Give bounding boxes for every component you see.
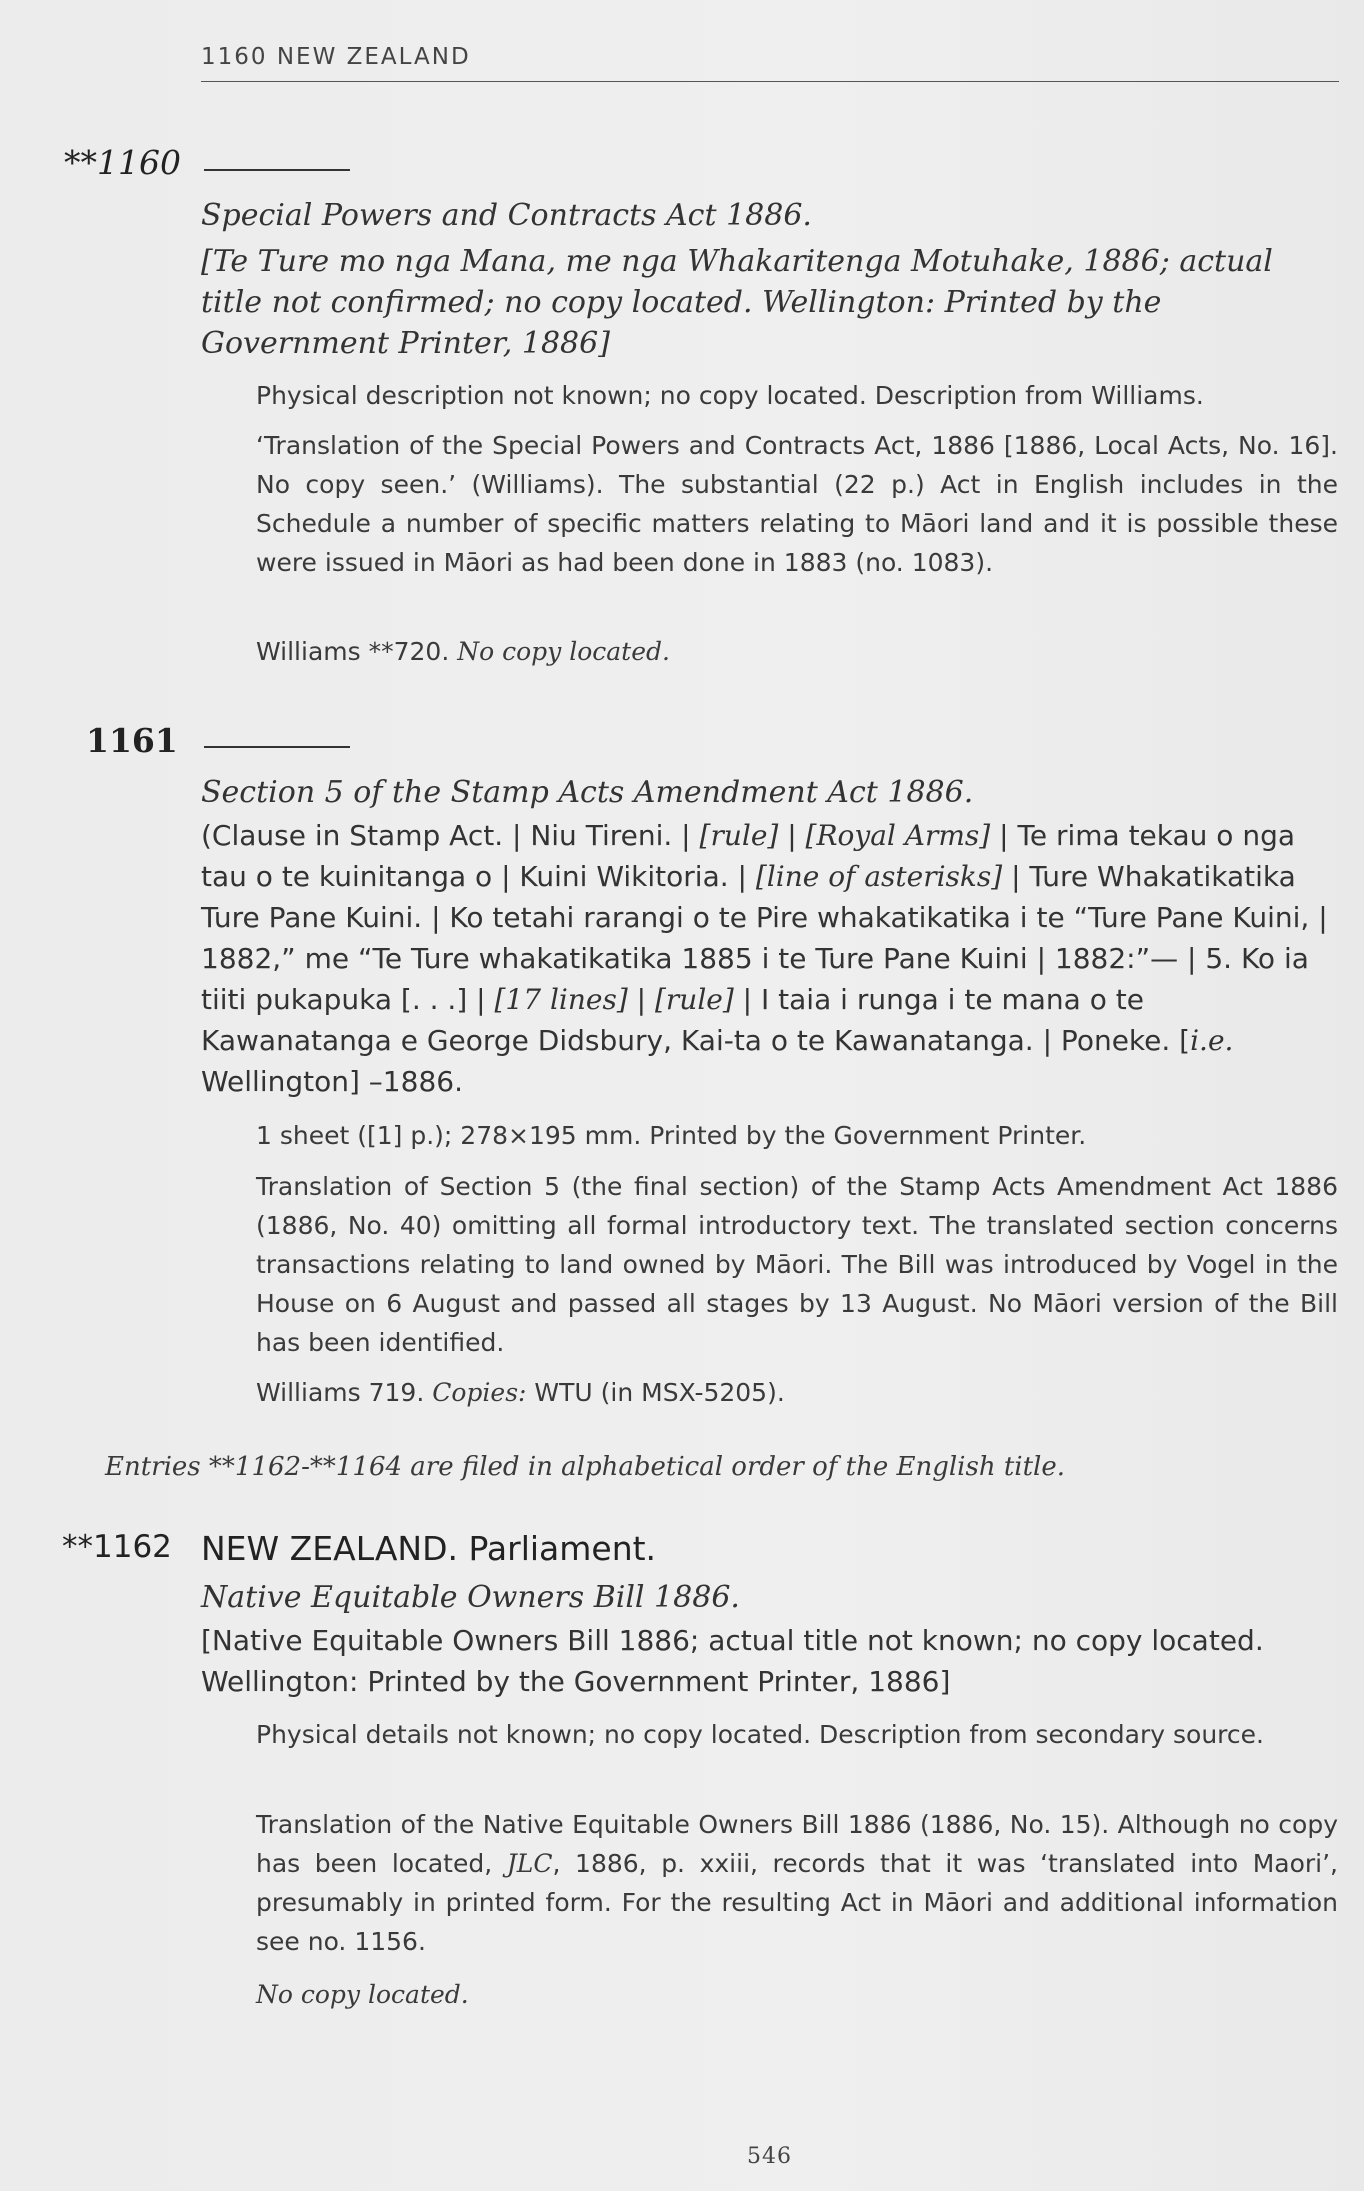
transcription-part-1: (Clause in Stamp Act. | Niu Tireni. | <box>201 819 700 852</box>
entry-1162-reference <box>256 1975 1338 2014</box>
entry-1160-title: Special Powers and Contracts Act 1886. <box>201 198 812 233</box>
entry-number-1162: **1162 <box>62 1529 172 1565</box>
entry-1161-reference <box>256 1373 1338 1412</box>
transcription-ie: i.e. <box>1190 1024 1234 1057</box>
entry-1160-physical: Physical description not known; no copy located. Description from Williams. <box>256 381 1204 410</box>
header-rule <box>201 81 1339 82</box>
entry-number-1161: 1161 <box>86 721 178 760</box>
entry-1160-bracket-title: [Te Ture mo nga Mana, me nga Whakaritenga Motuhake, 1886; actual title not confirmed; no copy located. Wellington: Printed by the Government Printer, 1886] <box>201 244 1273 361</box>
transcription-part-3: | Ture Whakatikatika Ture Pane Kuini. | Ko tetahi rarangi o te Pire whakatikatika i te “Ture Pane Kuini, | 1882,” me “Te Ture whakatikatika 1885 i te Ture Pane Kuini | 1882:”— | 5. Ko ia tiiti pukapuka [. . .] | <box>201 860 1328 1016</box>
entry-1161-copies-label: Copies: <box>432 1378 527 1407</box>
entry-1161-copies: WTU (in MSX-5205). <box>526 1378 785 1407</box>
entry-1162-bracket-title: [Native Equitable Owners Bill 1886; actual title not known; no copy located. Wellington: Printed by the Government Printer, 1886] <box>201 1624 1264 1698</box>
entry-1162-jlc: JLC <box>506 1849 553 1878</box>
page-number: 546 <box>747 2144 792 2169</box>
entry-1162-heading: NEW ZEALAND. Parliament. <box>201 1529 657 1568</box>
entry-1161-note: Translation of Section 5 (the final section) of the Stamp Acts Amendment Act 1886 (1886, No. 40) omitting all formal introductory text. The translated section concerns transactions relating to land owned by Māori. The Bill was introduced by Vogel in the House on 6 August and passed all stages by 13 August. No Māori version of the Bill has been identified. <box>256 1172 1338 1357</box>
entry-1161-title: Section 5 of the Stamp Acts Amendment Act 1886. <box>201 775 974 810</box>
entry-1160-ref-text: Williams **720. <box>256 637 450 666</box>
transcription-part-4: | I taia i runga i te mana o te Kawanatanga e George Didsbury, Kai-ta o te Kawanatanga. | Poneke. [ <box>201 983 1191 1057</box>
entry-1161-ref-text: Williams 719. <box>256 1378 433 1407</box>
entry-1162-note <box>256 1805 1338 1961</box>
entry-1160-note: ‘Translation of the Special Powers and Contracts Act, 1886 [1886, Local Acts, No. 16]. No copy seen.’ (Williams). The substantial (22 p.) Act in English includes in the Schedule a number of specific matters relating to Māori land and it is possible these were issued in Māori as had been done in 1883 (no. 1083). <box>256 431 1338 577</box>
entry-1160-ref-italic: No copy located. <box>457 637 670 666</box>
transcription-royal-arms: [Royal Arms] <box>805 819 991 852</box>
entry-number-1160: **1160 <box>64 143 181 182</box>
transcription-asterisks: [line of asterisks] <box>755 860 1003 893</box>
filing-note: Entries **1162-**1164 are filed in alphabetical order of the English title. <box>105 1452 1066 1482</box>
entry-1161-transcription <box>201 815 1341 1102</box>
transcription-rule-1: [rule] <box>699 819 779 852</box>
transcription-17-lines: [17 lines] <box>494 983 628 1016</box>
transcription-separator-2: | <box>627 983 655 1016</box>
entry-1162-ref-italic: No copy located. <box>256 1980 469 2009</box>
entry-dash-1161 <box>204 746 350 748</box>
entry-1162-physical: Physical details not known; no copy located. Description from secondary source. <box>256 1720 1264 1749</box>
transcription-separator-1: | <box>778 819 806 852</box>
entry-1161-physical: 1 sheet ([1] p.); 278×195 mm. Printed by the Government Printer. <box>256 1121 1087 1150</box>
entry-1162-note-part-2: , 1886, p. xxiii, records that it was ‘translated into Maori’, presumably in printed form. For the resulting Act in Māori and additional information see no. 1156. <box>256 1849 1338 1956</box>
entry-1162-note-part-1: Translation of the Native Equitable Owners Bill 1886 (1886, No. 15). Although no copy has been located, <box>256 1810 1338 1878</box>
entry-dash-1160 <box>204 169 350 171</box>
running-head: 1160 NEW ZEALAND <box>201 44 471 70</box>
entry-1162-title: Native Equitable Owners Bill 1886. <box>201 1580 740 1615</box>
transcription-rule-2: [rule] <box>654 983 734 1016</box>
transcription-part-2: | Te rima tekau o nga tau o te kuinitanga o | Kuini Wikitoria. | <box>201 819 1296 893</box>
transcription-part-5: Wellington] –1886. <box>201 1065 463 1098</box>
entry-1160-reference <box>256 632 1338 671</box>
